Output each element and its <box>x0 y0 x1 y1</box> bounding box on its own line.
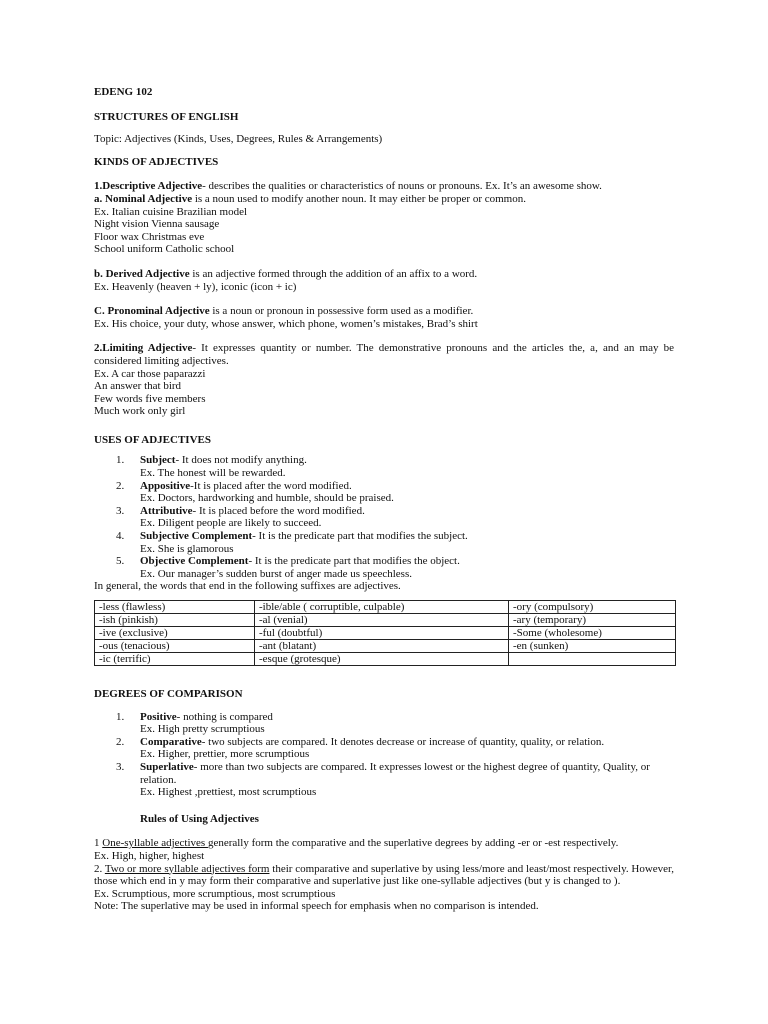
derived-label: b. Derived Adjective <box>94 267 190 280</box>
pronominal-section <box>94 305 674 330</box>
table-cell: -ible/able ( corruptible, culpable) <box>255 601 509 614</box>
document-title: STRUCTURES OF ENGLISH <box>94 110 239 123</box>
table-cell: -ish (pinkish) <box>95 614 255 627</box>
pronominal-label: C. Pronominal Adjective <box>94 305 210 318</box>
nominal-text: is a noun used to modify another noun. It may either be proper or common. <box>192 192 526 205</box>
nominal-label: a. Nominal Adjective <box>94 192 193 205</box>
table-cell <box>509 653 676 666</box>
rule2-example: Ex. Scrumptious, more scrumptious, most scrumptious <box>94 887 336 900</box>
topic-line: Topic: Adjectives (Kinds, Uses, Degrees, Rules & Arrangements) <box>94 133 383 146</box>
rules-section: 1 One-syllable adjectives generally form the comparative and the superlative degrees by adding -er or -est respectively. Ex. High, higher, highest 2. Two or more syllable adjectives form their comparative and superlative by using less/more and least/most respectively. However, those which end in y may form their comparative and superlative just like one-syllable adjectives (but y is changed to ). Ex. Scrumptious, more scrumptious, most scrumptious Note: The superlative may be used in informal speech for emphasis when no comparison is intended. <box>94 837 675 913</box>
table-cell: -ant (blatant) <box>255 640 509 653</box>
suffix-intro: In general, the words that end in the following suffixes are adjectives. <box>94 580 401 593</box>
table-row <box>95 601 676 614</box>
list-item: 5. Objective Complement- It is the predicate part that modifies the object. Ex. Our manager’s sudden burst of anger made us speechless. <box>116 555 460 580</box>
limiting-text: - It expresses quantity or number. The demonstrative pronouns and the articles the, a, and an may be considered limiting adjectives. <box>94 342 674 367</box>
table-cell: -ary (temporary) <box>509 614 676 627</box>
nominal-example: School uniform Catholic school <box>94 243 235 256</box>
table-cell: -ory (compulsory) <box>509 601 676 614</box>
list-item: 3. Superlative- more than two subjects are compared. It expresses lowest or the highest degree of quantity, Quality, or relation. Ex. Highest ,prettiest, most scrumptious <box>116 760 650 799</box>
nominal-example: Night vision Vienna sausage <box>94 218 220 231</box>
list-item: 3. Attributive- It is placed before the word modified. Ex. Diligent people are likely to succeed. <box>116 504 365 530</box>
pronominal-example: Ex. His choice, your duty, whose answer, which phone, women’s mistakes, Brad’s shirt <box>94 317 478 330</box>
limiting-example: Few words five members <box>94 392 206 405</box>
list-item: 4. Subjective Complement- It is the predicate part that modifies the subject. Ex. She is glamorous <box>116 530 468 555</box>
course-code: EDENG 102 <box>94 86 153 98</box>
descriptive-text: - describes the qualities or characteristics of nouns or pronouns. Ex. It’s an awesome show. <box>202 180 602 193</box>
table-cell: -en (sunken) <box>509 640 676 653</box>
descriptive-label: 1.Descriptive Adjective <box>94 180 203 193</box>
suffix-table <box>94 600 676 666</box>
list-item: 2. Comparative- two subjects are compared. It denotes decrease or increase of quantity, quality, or relation. Ex. Higher, prettier, more scrumptious <box>116 735 605 761</box>
derived-example: Ex. Heavenly (heaven + ly), iconic (icon + ic) <box>94 280 297 293</box>
table-cell: -al (venial) <box>255 614 509 627</box>
degrees-list <box>94 711 674 799</box>
pronominal-text: is a noun or pronoun in possessive form used as a modifier. <box>209 305 474 318</box>
limiting-label: 2.Limiting Adjective <box>94 342 193 355</box>
table-row <box>95 627 676 640</box>
table-row <box>95 614 676 627</box>
rules-heading: Rules of Using Adjectives <box>140 812 259 825</box>
limiting-example: Ex. A car those paparazzi <box>94 367 206 380</box>
derived-section <box>94 268 674 293</box>
table-cell: -ic (terrific) <box>95 653 255 666</box>
limiting-section <box>94 342 674 418</box>
table-cell: -esque (grotesque) <box>255 653 509 666</box>
table-cell: -less (flawless) <box>95 601 255 614</box>
rule1-example: Ex. High, higher, highest <box>94 849 205 862</box>
list-item: 1. Positive- nothing is compared Ex. High pretty scrumptious <box>116 710 273 736</box>
derived-text: is an adjective formed through the addition of an affix to a word. <box>189 267 478 280</box>
table-cell: -Some (wholesome) <box>509 627 676 640</box>
degrees-heading: DEGREES OF COMPARISON <box>94 688 243 700</box>
nominal-example: Floor wax Christmas eve <box>94 230 205 243</box>
rules-note: Note: The superlative may be used in informal speech for emphasis when no comparison is intended. <box>94 900 539 913</box>
descriptive-section <box>94 180 674 256</box>
limiting-example: Much work only girl <box>94 405 186 418</box>
table-cell: -ful (doubtful) <box>255 627 509 640</box>
kinds-heading: KINDS OF ADJECTIVES <box>94 155 219 168</box>
limiting-example: An answer that bird <box>94 380 182 393</box>
nominal-example: Ex. Italian cuisine Brazilian model <box>94 205 248 218</box>
uses-heading: USES OF ADJECTIVES <box>94 433 211 446</box>
table-row <box>95 640 676 653</box>
table-row <box>95 653 676 666</box>
uses-list <box>94 454 674 580</box>
list-item: 2. Appositive-It is placed after the word modified. Ex. Doctors, hardworking and humble, should be praised. <box>116 479 394 505</box>
table-cell: -ive (exclusive) <box>95 627 255 640</box>
table-cell: -ous (tenacious) <box>95 640 255 653</box>
list-item: 1. Subject- It does not modify anything. Ex. The honest will be rewarded. <box>116 454 307 480</box>
